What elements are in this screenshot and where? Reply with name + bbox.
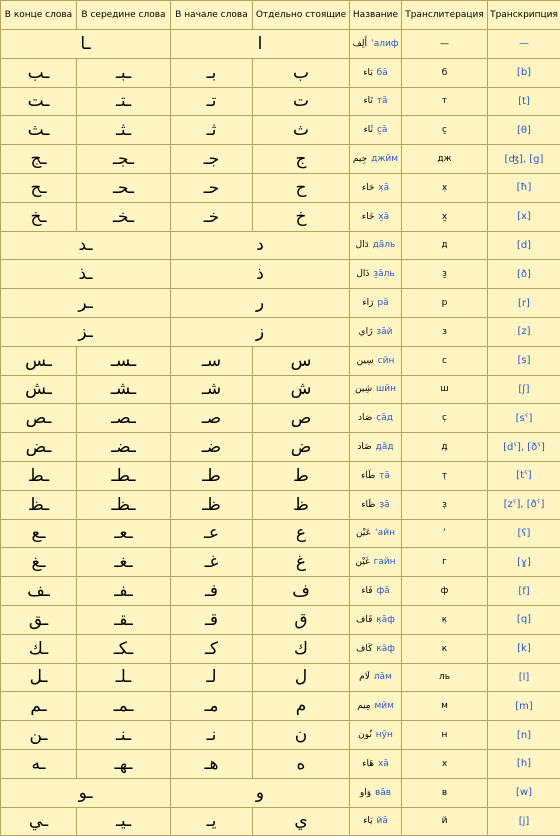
isolated-form: ر	[171, 289, 350, 318]
transliteration: д̣	[402, 433, 488, 462]
table-row	[1, 692, 560, 721]
transcription: [q]	[488, 605, 560, 634]
letter-name	[350, 807, 402, 836]
letter-name	[350, 404, 402, 433]
isolated-form: ذ	[171, 260, 350, 289]
letter-name-arabic: لَام	[359, 672, 370, 682]
letter-name	[350, 116, 402, 145]
table-row	[1, 116, 560, 145]
letter-name	[350, 145, 402, 174]
initial-form: جـ	[171, 145, 253, 174]
letter-name-cyrillic: с̱ā	[377, 125, 387, 135]
medial-form: ـشـ	[77, 375, 171, 404]
header-row	[1, 1, 560, 30]
table-row	[1, 289, 560, 318]
transcription: [n]	[488, 721, 560, 750]
table-row	[1, 577, 560, 606]
final-form: ـغ	[1, 548, 77, 577]
letter-name-cyrillic: т̣ā	[379, 471, 390, 481]
letter-name	[350, 548, 402, 577]
letter-name-arabic: هَاء	[362, 759, 374, 769]
isolated-form: و	[171, 778, 350, 807]
transliteration: з̣	[402, 490, 488, 519]
isolated-form: ط	[253, 461, 350, 490]
medial-form: ـضـ	[77, 433, 171, 462]
medial-form: ـصـ	[77, 404, 171, 433]
table-row	[1, 375, 560, 404]
letter-name-cyrillic: вāв	[375, 788, 391, 798]
transcription: [t]	[488, 87, 560, 116]
letter-name	[350, 577, 402, 606]
transliteration: к̣	[402, 605, 488, 634]
initial-form: صـ	[171, 404, 253, 433]
letter-name-cyrillic: с̣āд	[376, 413, 393, 423]
medial-form: ـهـ	[77, 749, 171, 778]
transliteration: м	[402, 692, 488, 721]
table-row	[1, 519, 560, 548]
letter-name-arabic: حَاء	[362, 183, 375, 193]
final-form: ـن	[1, 721, 77, 750]
isolated-form: ص	[253, 404, 350, 433]
initial-form: ثـ	[171, 116, 253, 145]
letter-name	[350, 260, 402, 289]
letter-name	[350, 173, 402, 202]
isolated-form: د	[171, 231, 350, 260]
header-initial: В начале слова	[171, 1, 253, 30]
letter-name-cyrillic: хā	[378, 759, 389, 769]
initial-form: حـ	[171, 173, 253, 202]
transliteration: з	[402, 317, 488, 346]
letter-name	[350, 202, 402, 231]
isolated-form: غ	[253, 548, 350, 577]
isolated-form: ل	[253, 663, 350, 692]
transliteration: ш	[402, 375, 488, 404]
final-form: ـض	[1, 433, 77, 462]
letter-name-arabic: زَاي	[359, 327, 373, 337]
final-form: ـو	[1, 778, 171, 807]
transcription: [ð]	[488, 260, 560, 289]
table-row	[1, 605, 560, 634]
letter-name-cyrillic: рā	[377, 298, 388, 308]
letter-name-cyrillic: з̣ā	[379, 500, 389, 510]
table-row	[1, 317, 560, 346]
letter-name	[350, 634, 402, 663]
medial-form: ـظـ	[77, 490, 171, 519]
letter-name-arabic: غَيْن	[355, 557, 369, 567]
isolated-form: ب	[253, 58, 350, 87]
transliteration: д	[402, 231, 488, 260]
isolated-form: ظ	[253, 490, 350, 519]
transliteration: дж	[402, 145, 488, 174]
letter-name-cyrillic: бā	[377, 68, 388, 78]
letter-name	[350, 433, 402, 462]
medial-form: ـيـ	[77, 807, 171, 836]
letter-name-arabic: خَاء	[362, 212, 375, 222]
letter-name-arabic: ذَال	[356, 269, 369, 279]
initial-form: ظـ	[171, 490, 253, 519]
isolated-form: ف	[253, 577, 350, 606]
medial-form: ـكـ	[77, 634, 171, 663]
transcription: [r]	[488, 289, 560, 318]
letter-name-cyrillic: тā	[377, 96, 388, 106]
final-form: ـد	[1, 231, 171, 260]
initial-form: خـ	[171, 202, 253, 231]
table-row	[1, 721, 560, 750]
initial-form: سـ	[171, 346, 253, 375]
header-transliteration: Транслитерация	[402, 1, 488, 30]
final-form: ـي	[1, 807, 77, 836]
initial-form: عـ	[171, 519, 253, 548]
header-isolated: Отдельно стоящие	[253, 1, 350, 30]
letter-name	[350, 289, 402, 318]
initial-form: بـ	[171, 58, 253, 87]
transcription: [ʕ]	[488, 519, 560, 548]
transliteration: к	[402, 634, 488, 663]
final-form: ـر	[1, 289, 171, 318]
initial-form: نـ	[171, 721, 253, 750]
transliteration: г	[402, 548, 488, 577]
transcription: [zˤ], [ðˤ]	[488, 490, 560, 519]
isolated-form: ت	[253, 87, 350, 116]
letter-name-arabic: جِيم	[353, 154, 367, 164]
final-form: ـذ	[1, 260, 171, 289]
transcription: [tˤ]	[488, 461, 560, 490]
transliteration: й	[402, 807, 488, 836]
transcription: [ɣ]	[488, 548, 560, 577]
letter-name	[350, 87, 402, 116]
isolated-form: س	[253, 346, 350, 375]
table-row	[1, 548, 560, 577]
letter-name-arabic: سِين	[357, 356, 374, 366]
transcription: [m]	[488, 692, 560, 721]
transliteration: с̣	[402, 404, 488, 433]
letter-name-cyrillic: х̮ā	[378, 212, 389, 222]
transcription: [z]	[488, 317, 560, 346]
letter-name-cyrillic: ʼалиф	[371, 39, 399, 49]
transliteration: ф	[402, 577, 488, 606]
letter-name-cyrillic: фā	[376, 586, 389, 596]
table-row	[1, 433, 560, 462]
medial-form: ـلـ	[77, 663, 171, 692]
final-form: ـز	[1, 317, 171, 346]
transcription: [j]	[488, 807, 560, 836]
transcription: [ħ]	[488, 173, 560, 202]
letter-name-cyrillic: х̣ā	[378, 183, 389, 193]
letter-name-cyrillic: йā	[376, 816, 387, 826]
transcription: [x]	[488, 202, 560, 231]
initial-form: فـ	[171, 577, 253, 606]
initial-form: مـ	[171, 692, 253, 721]
isolated-form: ه	[253, 749, 350, 778]
letter-name-arabic: شِين	[355, 384, 372, 394]
transcription: [θ]	[488, 116, 560, 145]
isolated-form: ج	[253, 145, 350, 174]
table-row	[1, 260, 560, 289]
letter-name-arabic: طَاء	[361, 471, 375, 481]
isolated-form: ز	[171, 317, 350, 346]
medial-form: ـخـ	[77, 202, 171, 231]
header-medial: В середине слова	[77, 1, 171, 30]
header-transcription: Транскрипция	[488, 1, 560, 30]
table-row	[1, 749, 560, 778]
final-form: ـب	[1, 58, 77, 87]
letter-name-cyrillic: ʻайн	[375, 528, 395, 538]
table-row	[1, 807, 560, 836]
table-row	[1, 145, 560, 174]
transcription: [ʤ], [g]	[488, 145, 560, 174]
initial-form: ضـ	[171, 433, 253, 462]
medial-form: ـبـ	[77, 58, 171, 87]
initial-form: شـ	[171, 375, 253, 404]
final-form: ـا	[1, 30, 171, 59]
letter-name-arabic: أَلِف	[352, 39, 367, 49]
table-row	[1, 346, 560, 375]
initial-form: هـ	[171, 749, 253, 778]
letter-name-arabic: بَاء	[363, 68, 372, 78]
transliteration: ль	[402, 663, 488, 692]
medial-form: ـتـ	[77, 87, 171, 116]
letter-name-cyrillic: гайн	[374, 557, 396, 567]
letter-name-arabic: قَاف	[356, 615, 372, 625]
final-form: ـخ	[1, 202, 77, 231]
transcription: [f]	[488, 577, 560, 606]
letter-name-arabic: كَاف	[356, 644, 372, 654]
table-body	[1, 30, 560, 836]
final-form: ـط	[1, 461, 77, 490]
letter-name	[350, 58, 402, 87]
final-form: ـس	[1, 346, 77, 375]
letter-name-cyrillic: сӣн	[378, 356, 395, 366]
letter-name	[350, 519, 402, 548]
transliteration: р	[402, 289, 488, 318]
letter-name	[350, 692, 402, 721]
letter-name	[350, 317, 402, 346]
transliteration: т̣	[402, 461, 488, 490]
final-form: ـت	[1, 87, 77, 116]
transliteration: х	[402, 749, 488, 778]
letter-name-arabic: عَيْن	[356, 528, 371, 538]
letter-name	[350, 605, 402, 634]
letter-name-arabic: فَاء	[361, 586, 372, 596]
final-form: ـج	[1, 145, 77, 174]
letter-name	[350, 749, 402, 778]
medial-form: ـسـ	[77, 346, 171, 375]
letter-name-arabic: يَاء	[363, 816, 372, 826]
letter-name-arabic: ضَاد	[357, 442, 371, 452]
letter-name-cyrillic: шӣн	[376, 384, 396, 394]
letter-name-arabic: ظَاء	[361, 500, 375, 510]
letter-name-cyrillic: джӣм	[371, 154, 398, 164]
letter-name	[350, 490, 402, 519]
medial-form: ـحـ	[77, 173, 171, 202]
transcription: [h]	[488, 749, 560, 778]
isolated-form: ن	[253, 721, 350, 750]
letter-name-cyrillic: к̣āф	[376, 615, 395, 625]
final-form: ـح	[1, 173, 77, 202]
final-form: ـف	[1, 577, 77, 606]
initial-form: لـ	[171, 663, 253, 692]
isolated-form: خ	[253, 202, 350, 231]
letter-name-cyrillic: мӣм	[374, 701, 393, 711]
table-row	[1, 87, 560, 116]
isolated-form: ح	[253, 173, 350, 202]
table-row	[1, 634, 560, 663]
initial-form: تـ	[171, 87, 253, 116]
table-row	[1, 404, 560, 433]
isolated-form: ع	[253, 519, 350, 548]
header-final: В конце слова	[1, 1, 77, 30]
table-row	[1, 202, 560, 231]
letter-name-cyrillic: д̣āд	[376, 442, 394, 452]
transcription: [b]	[488, 58, 560, 87]
transcription: [w]	[488, 778, 560, 807]
final-form: ـظ	[1, 490, 77, 519]
letter-name	[350, 30, 402, 59]
letter-name-cyrillic: з̱āль	[373, 269, 394, 279]
isolated-form: ك	[253, 634, 350, 663]
letter-name	[350, 778, 402, 807]
letter-name-arabic: صَاد	[358, 413, 372, 423]
initial-form: طـ	[171, 461, 253, 490]
final-form: ـك	[1, 634, 77, 663]
medial-form: ـعـ	[77, 519, 171, 548]
table-row	[1, 490, 560, 519]
letter-name-arabic: وَاو	[360, 788, 371, 798]
table-row	[1, 58, 560, 87]
isolated-form: ش	[253, 375, 350, 404]
transliteration: ʻ	[402, 519, 488, 548]
final-form: ـم	[1, 692, 77, 721]
medial-form: ـفـ	[77, 577, 171, 606]
table-row	[1, 30, 560, 59]
final-form: ـه	[1, 749, 77, 778]
table-row	[1, 231, 560, 260]
transcription: [k]	[488, 634, 560, 663]
isolated-form: ي	[253, 807, 350, 836]
transcription: [ʃ]	[488, 375, 560, 404]
transliteration: б	[402, 58, 488, 87]
transcription: —	[488, 30, 560, 59]
table-row	[1, 173, 560, 202]
transliteration: —	[402, 30, 488, 59]
initial-form: غـ	[171, 548, 253, 577]
letter-name	[350, 231, 402, 260]
transcription: [d]	[488, 231, 560, 260]
letter-name-cyrillic: нӯн	[376, 730, 393, 740]
letter-name	[350, 663, 402, 692]
initial-form: يـ	[171, 807, 253, 836]
transliteration: з̱	[402, 260, 488, 289]
transcription: [l]	[488, 663, 560, 692]
letter-name-arabic: مِيم	[357, 701, 371, 711]
letter-name	[350, 346, 402, 375]
transliteration: х̮	[402, 202, 488, 231]
transliteration: х̣	[402, 173, 488, 202]
letter-name-arabic: رَاء	[362, 298, 373, 308]
letter-name-cyrillic: дāль	[373, 240, 396, 250]
letter-name-arabic: نُون	[358, 730, 372, 740]
letter-name-cyrillic: лāм	[374, 672, 392, 682]
transliteration: в	[402, 778, 488, 807]
medial-form: ـغـ	[77, 548, 171, 577]
transliteration: с	[402, 346, 488, 375]
transliteration: т	[402, 87, 488, 116]
transliteration: н	[402, 721, 488, 750]
letter-name-arabic: ثَاء	[364, 125, 373, 135]
medial-form: ـمـ	[77, 692, 171, 721]
final-form: ـل	[1, 663, 77, 692]
final-form: ـع	[1, 519, 77, 548]
transcription: [sˤ]	[488, 404, 560, 433]
letter-name	[350, 721, 402, 750]
medial-form: ـطـ	[77, 461, 171, 490]
letter-name	[350, 375, 402, 404]
final-form: ـق	[1, 605, 77, 634]
isolated-form: ق	[253, 605, 350, 634]
final-form: ـث	[1, 116, 77, 145]
isolated-form: ث	[253, 116, 350, 145]
header-name: Название	[350, 1, 402, 30]
table-row	[1, 663, 560, 692]
medial-form: ـنـ	[77, 721, 171, 750]
transcription: [dˤ], [ðˤ]	[488, 433, 560, 462]
letter-name	[350, 461, 402, 490]
medial-form: ـثـ	[77, 116, 171, 145]
transliteration: с̱	[402, 116, 488, 145]
isolated-form: ض	[253, 433, 350, 462]
medial-form: ـجـ	[77, 145, 171, 174]
table-row	[1, 461, 560, 490]
letter-name-arabic: تَاء	[363, 96, 372, 106]
letter-name-cyrillic: кāф	[376, 644, 395, 654]
isolated-form: ا	[171, 30, 350, 59]
medial-form: ـقـ	[77, 605, 171, 634]
table-row	[1, 778, 560, 807]
isolated-form: م	[253, 692, 350, 721]
final-form: ـص	[1, 404, 77, 433]
initial-form: كـ	[171, 634, 253, 663]
transcription: [s]	[488, 346, 560, 375]
letter-name-cyrillic: зāй	[376, 327, 392, 337]
letter-name-arabic: دَال	[356, 240, 369, 250]
initial-form: قـ	[171, 605, 253, 634]
final-form: ـش	[1, 375, 77, 404]
